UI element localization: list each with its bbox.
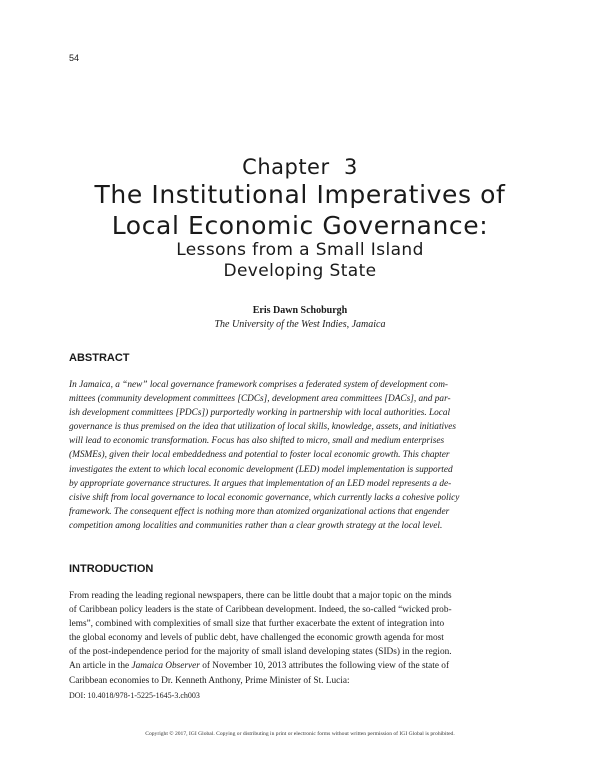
intro-line: the global economy and levels of public debt, have challenged the economic growth agenda for most [69,633,444,644]
abstract-heading: ABSTRACT [69,352,130,364]
title-line: The Institutional Imperatives of [94,180,506,209]
intro-line: lems”, combined with complexities of small size that further exacerbate the extent of integration into [69,619,445,630]
doi-line: DOI: 10.4018/978-1-5225-1645-3.ch003 [69,691,200,700]
chapter-subtitle [0,240,600,282]
intro-text-before: An article in the [69,661,132,672]
copyright-notice: Copyright © 2017, IGI Global. Copying or distributing in print or electronic forms without written permission of IGI Global is prohibited. [145,731,455,737]
author-name: Eris Dawn Schoburgh [252,305,348,316]
abstract-line: investigates the extent to which local economic development (LED) model implementation is supported [69,464,453,475]
abstract-line: (MSMEs), given their local embeddedness and potential to foster local economic growth. This chapter [69,450,450,461]
chapter-title [0,179,600,241]
abstract-line: cisive shift from local governance to local economic governance, which currently lacks a cohesive policy [69,492,460,503]
abstract-line: by appropriate governance structures. It argues that implementation of an LED model represents a de- [69,478,452,489]
intro-line: Caribbean economies to Dr. Kenneth Anthony, Prime Minister of St. Lucia: [69,675,350,686]
abstract-line: framework. The consequent effect is nothing more than atomized organizational actions that engender [69,506,450,517]
author-affiliation: The University of the West Indies, Jamaica [214,319,386,330]
subtitle-line: Developing State [223,261,377,281]
intro-line: of the post-independence period for the majority of small island developing states (SIDs) in the region. [69,647,452,658]
subtitle-line: Lessons from a Small Island [176,240,424,260]
newspaper-title: Jamaica Observer [131,661,200,672]
intro-line: of Caribbean policy leaders is the state of Caribbean development. Indeed, the so-called “wicked prob- [69,605,452,616]
introduction-heading: INTRODUCTION [69,563,154,575]
chapter-label: Chapter 3 [242,155,358,179]
intro-line-with-citation [69,659,532,673]
abstract-body [69,378,532,533]
page-number: 54 [69,53,80,63]
introduction-body [69,589,532,688]
intro-line: From reading the leading regional newspapers, there can be little doubt that a major topic on the minds [69,591,452,601]
title-line: Local Economic Governance: [111,211,489,240]
abstract-line: mittees (community development committees [CDCs], development area committees [DACs], and par- [69,394,451,405]
abstract-line: In Jamaica, a “new” local governance framework comprises a federated system of development com- [69,380,449,390]
abstract-line: governance is thus premised on the idea that utilization of local skills, knowledge, assets, and initiatives [69,422,456,433]
abstract-line: ish development committees [PDCs]) purportedly working in partnership with local authorities. Local [69,408,451,419]
abstract-line: will lead to economic transformation. Focus has also shifted to micro, small and medium enterprises [69,436,445,447]
intro-text-after: of November 10, 2013 attributes the following view of the state of [199,661,450,672]
abstract-line: competition among localities and communities rather than a clear growth strategy at the local level. [69,520,443,531]
